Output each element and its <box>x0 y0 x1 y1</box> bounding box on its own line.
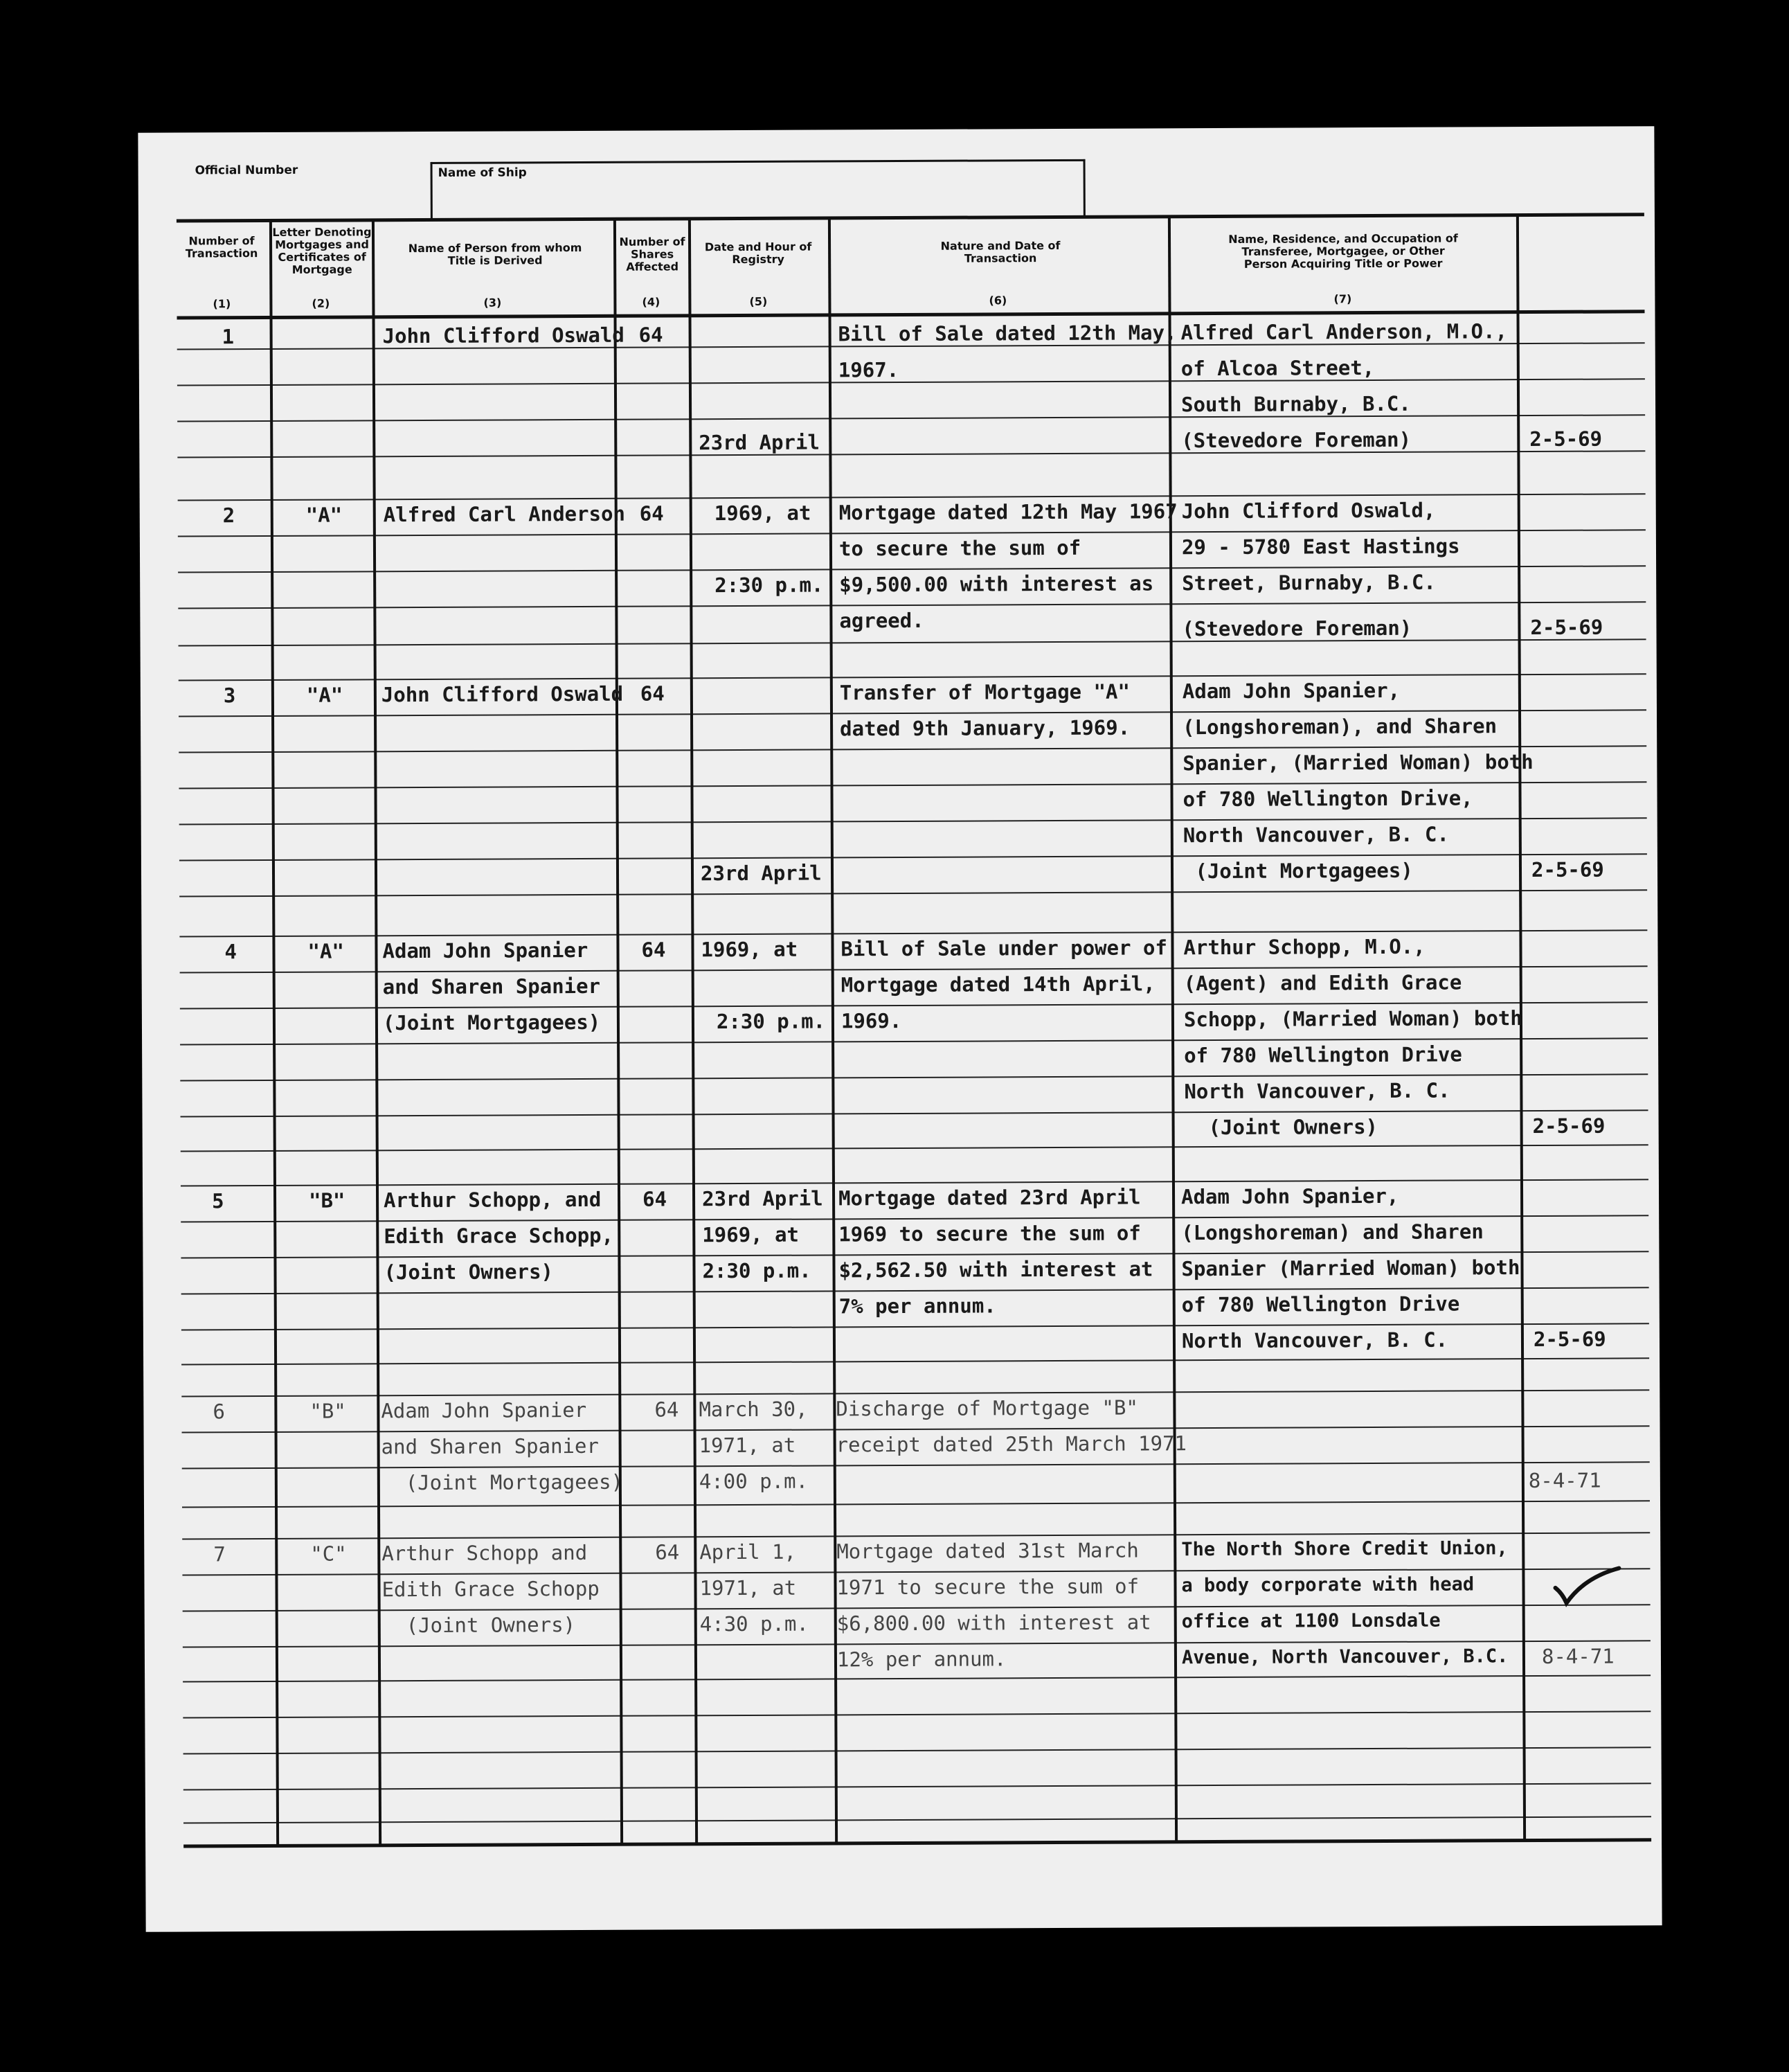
transaction-nature: Mortgage dated 12th May 1967 <box>838 499 1178 525</box>
acquirer: North Vancouver, B. C. <box>1183 822 1449 848</box>
transaction-nature: $9,500.00 with interest as <box>839 571 1154 597</box>
transaction-nature: 1971 to secure the sum of <box>836 1574 1140 1600</box>
transaction-nature: $2,562.50 with interest at <box>838 1257 1153 1283</box>
title-derived-from: Edith Grace Schopp, <box>384 1223 614 1249</box>
acquirer: (Longshoreman) and Sharen <box>1181 1220 1484 1245</box>
registry-date: 1971, at <box>699 1433 796 1458</box>
shares-affected: 64 <box>642 1187 667 1211</box>
entry-date: 2-5-69 <box>1531 857 1604 882</box>
title-derived-from: Arthur Schopp and <box>381 1540 588 1566</box>
transaction-nature: receipt dated 25th March 1971 <box>836 1431 1187 1457</box>
rule <box>181 1389 1649 1397</box>
rule <box>179 638 1646 646</box>
entry-date: 2-5-69 <box>1532 1114 1606 1138</box>
registry-date: 2:30 p.m. <box>716 1009 826 1034</box>
acquirer: Spanier, (Married Woman) both <box>1183 750 1534 776</box>
transaction-nature: to secure the sum of <box>838 535 1081 561</box>
registry-date: 2:30 p.m. <box>702 1258 811 1283</box>
entry-date: 8-4-71 <box>1541 1644 1615 1668</box>
rule <box>182 1461 1650 1469</box>
transaction-nature: Mortgage dated 14th April, <box>840 972 1156 997</box>
rule <box>179 889 1647 897</box>
shares-affected: 64 <box>655 1540 680 1564</box>
transaction-nature: 1967. <box>838 357 899 382</box>
column-divider <box>688 218 698 1844</box>
column-number: (5) <box>749 294 768 308</box>
acquirer: Schopp, (Married Woman) both <box>1183 1006 1522 1032</box>
registry-date: March 30, <box>699 1397 808 1422</box>
transaction-nature: Transfer of Mortgage "A" <box>839 679 1130 705</box>
entry-date: 2-5-69 <box>1533 1327 1606 1352</box>
acquirer: Alfred Carl Anderson, M.O., <box>1180 319 1508 345</box>
table-rules <box>138 126 1654 133</box>
rule <box>182 1500 1650 1508</box>
title-derived-from: Arthur Schopp, and <box>383 1187 602 1213</box>
title-derived-from: and Sharen Spanier <box>381 1434 599 1459</box>
rule <box>179 673 1646 681</box>
rule <box>179 853 1647 861</box>
transaction-nature: Mortgage dated 31st March <box>836 1538 1139 1564</box>
registry-date: 23rd April <box>701 1186 823 1211</box>
rule <box>177 378 1645 386</box>
column-number: (7) <box>1333 292 1352 306</box>
check-mark-icon <box>1549 1560 1626 1608</box>
acquirer: (Longshoreman), and Sharen <box>1183 714 1498 740</box>
title-derived-from: (Joint Owners) <box>384 1260 554 1285</box>
column-divider <box>613 219 623 1845</box>
transaction-nature: 12% per annum. <box>836 1647 1007 1672</box>
transaction-nature: Bill of Sale under power of <box>840 936 1167 961</box>
rule <box>182 1425 1650 1433</box>
transaction-number: 5 <box>211 1189 224 1213</box>
rule <box>181 1144 1648 1152</box>
column-divider <box>269 220 279 1846</box>
transaction-nature: agreed. <box>839 608 924 633</box>
title-derived-from: Adam John Spanier <box>381 1397 587 1423</box>
transaction-nature: Mortgage dated 23rd April <box>838 1185 1141 1211</box>
acquirer: 29 - 5780 East Hastings <box>1181 534 1460 560</box>
title-derived-from: John Clifford Oswald <box>381 681 624 707</box>
rule-thick <box>177 310 1644 319</box>
mortgage-letter: "A" <box>306 683 343 707</box>
acquirer: North Vancouver, B. C. <box>1181 1328 1448 1353</box>
shares-affected: 64 <box>654 1397 679 1422</box>
acquirer: (Joint Owners) <box>1184 1114 1378 1140</box>
column-number: (3) <box>483 296 502 310</box>
registry-date: 1971, at <box>699 1575 797 1600</box>
registry-date: 4:00 p.m. <box>699 1469 809 1494</box>
rule <box>177 450 1645 458</box>
entry-date: 2-5-69 <box>1530 615 1603 640</box>
mortgage-letter: "A" <box>307 939 344 963</box>
official-number-label: Official Number <box>195 163 298 178</box>
column-divider <box>828 217 838 1843</box>
acquirer: (Joint Mortgagees) <box>1183 858 1413 884</box>
rule <box>177 414 1645 422</box>
column-number: (2) <box>312 296 330 310</box>
column-heading: Number of Shares Affected <box>619 235 685 274</box>
registry-date: 4:30 p.m. <box>699 1611 809 1636</box>
rule <box>181 1357 1649 1365</box>
transaction-number: 6 <box>213 1400 225 1424</box>
acquirer: John Clifford Oswald, <box>1181 498 1436 524</box>
entry-date: 8-4-71 <box>1528 1468 1601 1493</box>
registry-date: 1969, at <box>714 501 811 526</box>
name-of-ship-label: Name of Ship <box>438 166 527 180</box>
title-derived-from: Edith Grace Schopp <box>381 1576 600 1602</box>
acquirer: Spanier (Married Woman) both <box>1181 1256 1520 1281</box>
rule <box>181 1109 1648 1117</box>
acquirer: Adam John Spanier, <box>1180 1184 1399 1209</box>
transaction-number: 4 <box>224 940 237 964</box>
registry-date: 2:30 p.m. <box>714 573 824 598</box>
column-heading: Letter Denoting Mortgages and Certificates of Mortgage <box>272 225 372 276</box>
transaction-number: 3 <box>223 684 236 708</box>
rule <box>183 1674 1651 1682</box>
transaction-nature: Bill of Sale dated 12th May, <box>838 321 1177 346</box>
column-number: (4) <box>642 295 660 309</box>
acquirer: Adam John Spanier, <box>1182 678 1401 704</box>
rule <box>183 1816 1651 1823</box>
title-derived-from: (Joint Mortgagees) <box>382 1010 601 1035</box>
acquirer: office at 1100 Lonsdale <box>1181 1609 1441 1633</box>
column-heading: Date and Hour of Registry <box>704 240 812 267</box>
title-derived-from: Adam John Spanier <box>382 938 588 963</box>
register-page <box>138 126 1662 1932</box>
rule <box>183 1783 1651 1790</box>
title-derived-from: (Joint Mortgagees) <box>381 1470 624 1495</box>
acquirer: Avenue, North Vancouver, B.C. <box>1181 1645 1509 1669</box>
rule <box>178 601 1646 609</box>
transaction-number: 2 <box>222 503 235 528</box>
rule <box>181 1179 1648 1186</box>
entry-date: 2-5-69 <box>1529 427 1603 452</box>
rule <box>183 1747 1651 1754</box>
acquirer: Street, Burnaby, B.C. <box>1182 570 1436 596</box>
transaction-nature: dated 9th January, 1969. <box>840 715 1131 741</box>
acquirer: (Stevedore Foreman) <box>1181 427 1412 453</box>
title-derived-from: and Sharen Spanier <box>382 974 601 999</box>
registry-date: 1969, at <box>701 937 798 962</box>
acquirer: a body corporate with head <box>1181 1573 1475 1597</box>
title-derived-from: (Joint Owners) <box>381 1613 576 1638</box>
shares-affected: 64 <box>641 938 666 962</box>
column-number: (6) <box>989 294 1007 307</box>
transaction-nature: 1969. <box>840 1008 902 1033</box>
official-number-box <box>190 154 425 210</box>
registry-date: 23rd April <box>699 430 820 455</box>
registry-date: April 1, <box>699 1539 797 1564</box>
acquirer: of 780 Wellington Drive <box>1184 1042 1462 1068</box>
acquirer: Arthur Schopp, M.O., <box>1183 934 1426 960</box>
transaction-number: 1 <box>222 325 235 349</box>
mortgage-letter: "B" <box>308 1188 345 1213</box>
mortgage-letter: "B" <box>309 1399 346 1423</box>
acquirer: South Burnaby, B.C. <box>1180 391 1411 417</box>
acquirer: The North Shore Credit Union, <box>1181 1537 1508 1561</box>
transaction-nature: 7% per annum. <box>838 1294 996 1319</box>
rule <box>179 929 1647 937</box>
mortgage-letter: "C" <box>310 1542 347 1566</box>
column-number: (1) <box>213 297 231 311</box>
title-derived-from: John Clifford Oswald <box>382 323 624 348</box>
acquirer: of Alcoa Street, <box>1180 356 1375 381</box>
shares-affected: 64 <box>640 681 665 706</box>
name-of-ship-box <box>431 159 1086 221</box>
column-heading: Name, Residence, and Occupation of Transferee, Mortgagee, or Other Person Acquiring Title or Power <box>1228 231 1458 271</box>
acquirer: North Vancouver, B. C. <box>1184 1078 1450 1104</box>
acquirer: of 780 Wellington Drive, <box>1183 786 1473 812</box>
title-derived-from: Alfred Carl Anderson <box>383 501 626 527</box>
column-divider <box>372 220 381 1846</box>
rule-thick <box>183 1838 1651 1848</box>
transaction-nature: $6,800.00 with interest at <box>836 1610 1151 1636</box>
rule <box>183 1711 1651 1718</box>
mortgage-letter: "A" <box>305 503 343 527</box>
transaction-nature: Discharge of Mortgage "B" <box>836 1395 1138 1421</box>
acquirer: (Stevedore Foreman) <box>1182 616 1412 641</box>
registry-date: 23rd April <box>700 861 822 886</box>
column-heading: Number of Transaction <box>185 234 258 260</box>
transaction-number: 7 <box>213 1542 226 1566</box>
shares-affected: 64 <box>638 323 663 347</box>
acquirer: of 780 Wellington Drive <box>1181 1292 1460 1317</box>
column-heading: Name of Person from whom Title is Derived <box>408 240 582 267</box>
column-heading: Nature and Date of Transaction <box>940 238 1061 265</box>
acquirer: (Agent) and Edith Grace <box>1183 970 1462 996</box>
column-divider <box>1168 216 1178 1842</box>
transaction-nature: 1969 to secure the sum of <box>838 1221 1141 1247</box>
registry-date: 1969, at <box>702 1222 800 1247</box>
shares-affected: 64 <box>639 501 664 526</box>
